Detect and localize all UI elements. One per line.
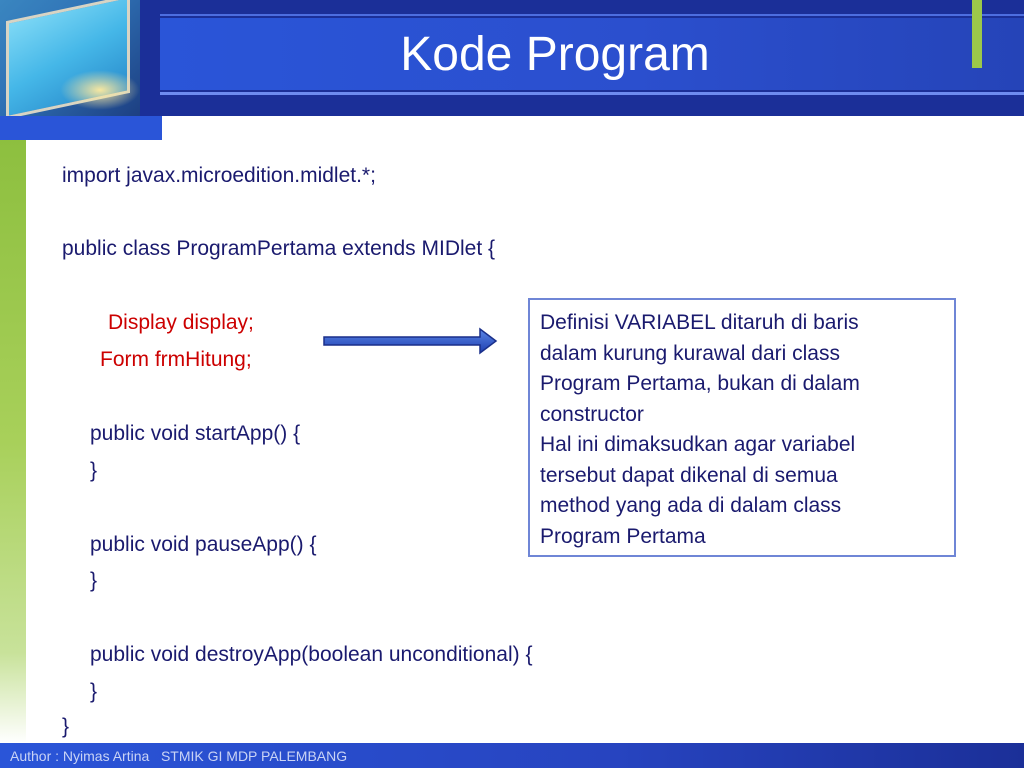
right-arrow-icon [322,326,502,358]
code-line-display: Display display; [108,311,254,334]
note-line: constructor [540,402,644,426]
note-line: Hal ini dimaksudkan agar variabel [540,433,856,456]
code-line-form: Form frmHitung; [100,348,252,371]
note-line: Program Pertama, bukan di dalam [540,372,860,395]
monitor-glow [60,70,140,110]
logo-underline-block [0,116,162,140]
header-top-line [160,14,1024,16]
footer-author: Author : Nyimas Artina STMIK GI MDP PALEMBANG [10,748,348,764]
code-line-pauseapp: public void pauseApp() { [90,533,317,556]
code-line-startapp: public void startApp() { [90,422,301,445]
note-line: Program Pertama [540,524,706,548]
code-line-class: public class ProgramPertama extends MIDlet { [62,237,496,260]
left-green-bar [0,140,26,743]
header-bottom-line [160,92,1024,95]
code-line-import: import javax.microedition.midlet.*; [62,164,376,187]
note-line: Definisi VARIABEL ditaruh di baris [540,311,859,334]
code-line-startapp-close: } [90,459,98,482]
code-line-destroyapp-close: } [90,680,98,703]
slide-title: Kode Program [400,28,710,81]
green-accent-bar [972,0,982,68]
code-line-pauseapp-close: } [90,569,98,592]
note-line: method yang ada di dalam class [540,494,842,517]
code-line-class-close: } [62,715,70,738]
code-line-destroyapp: public void destroyApp(boolean unconditional) { [90,643,533,666]
computer-image [0,0,140,116]
note-line: dalam kurung kurawal dari class [540,341,840,365]
note-line: tersebut dapat dikenal di semua [540,463,838,487]
variable-definition-note [528,298,956,557]
